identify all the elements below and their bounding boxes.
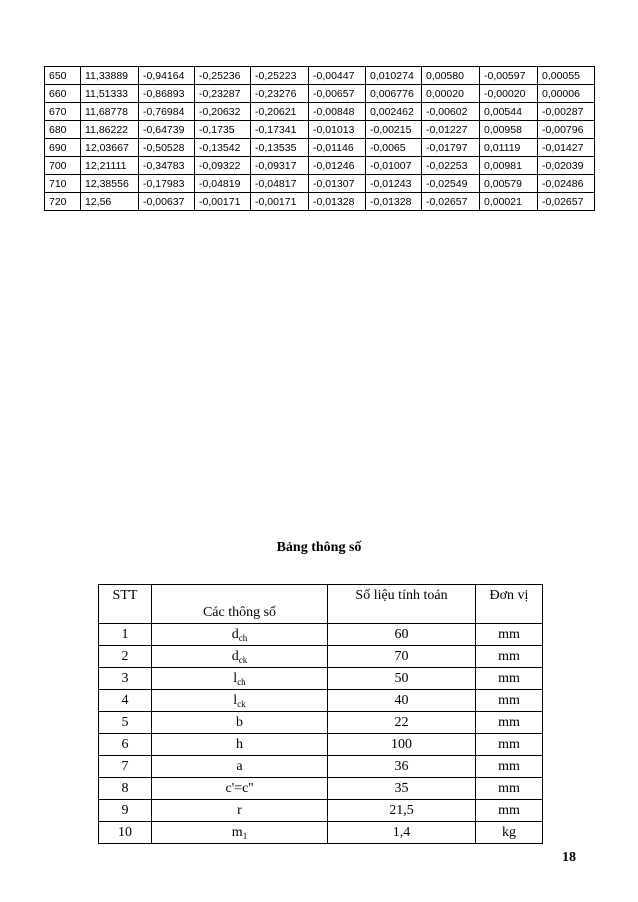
param-row xyxy=(99,778,543,800)
param-symbol-base: h xyxy=(236,736,243,752)
table-cell: 660 xyxy=(45,85,81,103)
param-stt: 7 xyxy=(99,756,152,778)
header-unit: Đơn vị xyxy=(476,585,543,624)
param-symbol xyxy=(152,822,328,844)
param-unit: kg xyxy=(476,822,543,844)
table-cell: 670 xyxy=(45,103,81,121)
table-row xyxy=(45,193,595,211)
param-value: 22 xyxy=(328,712,476,734)
table-cell: -0,00602 xyxy=(422,103,480,121)
table-cell: 0,01119 xyxy=(480,139,538,157)
param-unit: mm xyxy=(476,712,543,734)
table-cell: 12,38556 xyxy=(81,175,139,193)
table-cell: 12,21111 xyxy=(81,157,139,175)
table-cell: -0,64739 xyxy=(139,121,195,139)
table-cell: 0,00958 xyxy=(480,121,538,139)
param-symbol xyxy=(152,778,328,800)
table-cell: -0,20621 xyxy=(251,103,309,121)
table-cell: 0,00021 xyxy=(480,193,538,211)
table-row xyxy=(45,67,595,85)
table-cell: -0,01328 xyxy=(366,193,422,211)
param-symbol-base: b xyxy=(236,714,243,730)
table-row xyxy=(45,103,595,121)
table-cell: 680 xyxy=(45,121,81,139)
table-cell: -0,50528 xyxy=(139,139,195,157)
param-value: 1,4 xyxy=(328,822,476,844)
param-row xyxy=(99,734,543,756)
param-symbol xyxy=(152,734,328,756)
param-stt: 4 xyxy=(99,690,152,712)
param-symbol xyxy=(152,712,328,734)
table-cell: -0,00447 xyxy=(309,67,366,85)
table-cell: 710 xyxy=(45,175,81,193)
table-cell: -0,13535 xyxy=(251,139,309,157)
param-stt: 1 xyxy=(99,624,152,646)
table-cell: -0,04819 xyxy=(195,175,251,193)
table-cell: -0,02657 xyxy=(422,193,480,211)
param-symbol-base: l xyxy=(233,692,238,708)
param-symbol xyxy=(152,646,328,668)
table-cell: -0,17341 xyxy=(251,121,309,139)
table-cell: 0,010274 xyxy=(366,67,422,85)
table-cell: -0,02253 xyxy=(422,157,480,175)
table-cell: 0,00580 xyxy=(422,67,480,85)
param-stt: 6 xyxy=(99,734,152,756)
table-cell: -0,00657 xyxy=(309,85,366,103)
table-cell: -0,01307 xyxy=(309,175,366,193)
table-cell: 0,00544 xyxy=(480,103,538,121)
param-unit: mm xyxy=(476,668,543,690)
param-value: 40 xyxy=(328,690,476,712)
table-cell: -0,02039 xyxy=(538,157,595,175)
table-cell: -0,00171 xyxy=(251,193,309,211)
param-value: 35 xyxy=(328,778,476,800)
table-cell: -0,00287 xyxy=(538,103,595,121)
table-cell: -0,01227 xyxy=(422,121,480,139)
param-value: 100 xyxy=(328,734,476,756)
param-symbol xyxy=(152,800,328,822)
param-symbol-subscript: ck xyxy=(237,698,246,709)
param-symbol xyxy=(152,624,328,646)
table-cell: 11,51333 xyxy=(81,85,139,103)
table-cell: -0,86893 xyxy=(139,85,195,103)
param-symbol-base: d xyxy=(231,648,239,664)
param-stt: 9 xyxy=(99,800,152,822)
header-row xyxy=(99,585,543,624)
param-symbol-base: l xyxy=(233,670,238,686)
table-cell: -0,09322 xyxy=(195,157,251,175)
table-row xyxy=(45,175,595,193)
param-unit: mm xyxy=(476,690,543,712)
table-cell: 11,33889 xyxy=(81,67,139,85)
table-cell: -0,1735 xyxy=(195,121,251,139)
table-cell: -0,01328 xyxy=(309,193,366,211)
table-cell: 0,002462 xyxy=(366,103,422,121)
table-row xyxy=(45,85,595,103)
table-cell: 0,00579 xyxy=(480,175,538,193)
param-unit: mm xyxy=(476,734,543,756)
page-number: 18 xyxy=(562,850,576,865)
param-value: 60 xyxy=(328,624,476,646)
table-caption: Bảng thông số xyxy=(276,540,362,555)
table-cell: 650 xyxy=(45,67,81,85)
param-symbol-base: r xyxy=(237,802,242,818)
param-row xyxy=(99,624,543,646)
param-symbol xyxy=(152,668,328,690)
table-cell: -0,00171 xyxy=(195,193,251,211)
param-row xyxy=(99,712,543,734)
table-cell: -0,25236 xyxy=(195,67,251,85)
param-row xyxy=(99,668,543,690)
table-cell: -0,23287 xyxy=(195,85,251,103)
table-cell: -0,76984 xyxy=(139,103,195,121)
table-cell: -0,00637 xyxy=(139,193,195,211)
table-cell: 0,006776 xyxy=(366,85,422,103)
table-cell: -0,01246 xyxy=(309,157,366,175)
table-cell: -0,23276 xyxy=(251,85,309,103)
table-cell: -0,01797 xyxy=(422,139,480,157)
param-unit: mm xyxy=(476,756,543,778)
param-stt: 8 xyxy=(99,778,152,800)
param-symbol-base: d xyxy=(231,626,239,642)
table-cell: -0,20632 xyxy=(195,103,251,121)
table-cell: -0,01427 xyxy=(538,139,595,157)
param-row xyxy=(99,690,543,712)
table-cell: -0,00796 xyxy=(538,121,595,139)
param-stt: 3 xyxy=(99,668,152,690)
param-value: 70 xyxy=(328,646,476,668)
data-table xyxy=(44,66,595,211)
param-stt: 5 xyxy=(99,712,152,734)
table-cell: -0,17983 xyxy=(139,175,195,193)
param-symbol-subscript: ch xyxy=(238,632,248,643)
table-cell: 0,00055 xyxy=(538,67,595,85)
table-cell: 0,00020 xyxy=(422,85,480,103)
table-cell: -0,00848 xyxy=(309,103,366,121)
table-cell: 11,68778 xyxy=(81,103,139,121)
table-cell: 11,86222 xyxy=(81,121,139,139)
param-row xyxy=(99,646,543,668)
table-cell: -0,00597 xyxy=(480,67,538,85)
table-cell: -0,00020 xyxy=(480,85,538,103)
table-cell: 690 xyxy=(45,139,81,157)
table-cell: 12,56 xyxy=(81,193,139,211)
param-row xyxy=(99,756,543,778)
header-value: Số liệu tính toán xyxy=(328,585,476,624)
param-value: 36 xyxy=(328,756,476,778)
table-cell: -0,02549 xyxy=(422,175,480,193)
param-value: 50 xyxy=(328,668,476,690)
table-cell: 720 xyxy=(45,193,81,211)
table-row xyxy=(45,157,595,175)
param-value: 21,5 xyxy=(328,800,476,822)
table-cell: -0,0065 xyxy=(366,139,422,157)
table-cell: -0,34783 xyxy=(139,157,195,175)
param-symbol-base: m xyxy=(231,824,243,840)
table-cell: -0,01146 xyxy=(309,139,366,157)
param-symbol-subscript: ch xyxy=(237,676,246,687)
param-stt: 10 xyxy=(99,822,152,844)
param-unit: mm xyxy=(476,646,543,668)
header-stt: STT xyxy=(99,585,152,624)
header-param: Các thông số xyxy=(152,585,328,624)
table-row xyxy=(45,121,595,139)
table-cell: -0,94164 xyxy=(139,67,195,85)
param-symbol-subscript: ck xyxy=(238,654,248,665)
table-cell: -0,25223 xyxy=(251,67,309,85)
table-cell: 12,03667 xyxy=(81,139,139,157)
param-unit: mm xyxy=(476,800,543,822)
table-cell: -0,02657 xyxy=(538,193,595,211)
table-cell: 0,00981 xyxy=(480,157,538,175)
param-symbol xyxy=(152,690,328,712)
table-cell: -0,02486 xyxy=(538,175,595,193)
param-symbol xyxy=(152,756,328,778)
table-row xyxy=(45,139,595,157)
table-cell: 0,00006 xyxy=(538,85,595,103)
table-cell: 700 xyxy=(45,157,81,175)
param-unit: mm xyxy=(476,778,543,800)
param-row xyxy=(99,822,543,844)
table-cell: -0,00215 xyxy=(366,121,422,139)
param-symbol-base: a xyxy=(236,758,243,774)
table-cell: -0,13542 xyxy=(195,139,251,157)
param-unit: mm xyxy=(476,624,543,646)
parameter-table xyxy=(98,584,543,844)
table-cell: -0,01013 xyxy=(309,121,366,139)
param-symbol-subscript: 1 xyxy=(242,830,248,841)
table-cell: -0,09317 xyxy=(251,157,309,175)
param-stt: 2 xyxy=(99,646,152,668)
table-cell: -0,01243 xyxy=(366,175,422,193)
param-row xyxy=(99,800,543,822)
table-cell: -0,01007 xyxy=(366,157,422,175)
table-cell: -0,04817 xyxy=(251,175,309,193)
param-symbol-base: c'=c'' xyxy=(225,780,254,796)
